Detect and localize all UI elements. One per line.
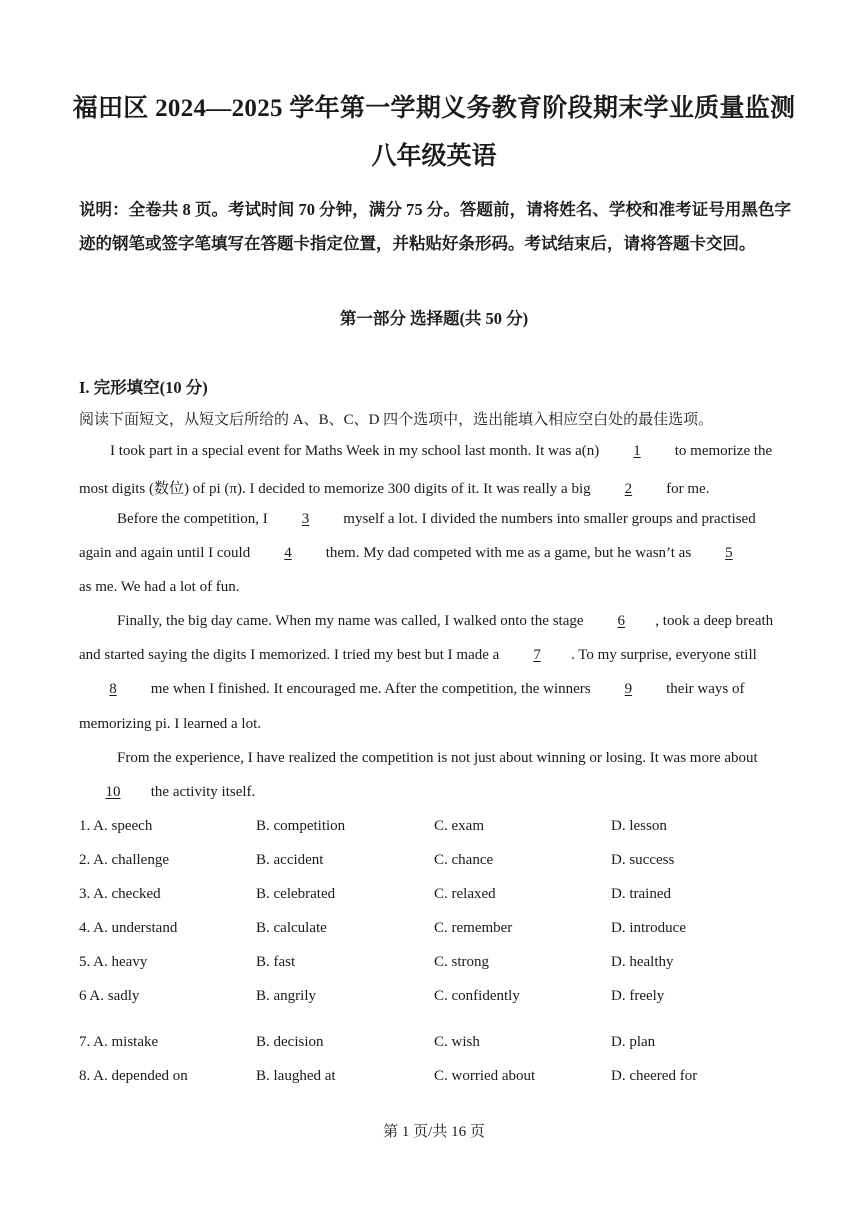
blank-3: 3 (301, 511, 310, 527)
option-b: B. calculate (256, 920, 327, 936)
blank-5: 5 (725, 545, 733, 561)
option-c: C. wish (434, 1034, 480, 1050)
passage-line (117, 511, 756, 528)
option-b: B. celebrated (256, 886, 336, 902)
option-d: D. plan (611, 1034, 656, 1050)
passage-text: to memorize the (670, 443, 773, 459)
option-row (79, 818, 799, 840)
option-d: D. success (611, 852, 675, 868)
section-title: I. 完形填空(10 分) (79, 378, 208, 397)
blank-8: 8 (109, 681, 117, 697)
option-a: 3. A. checked (79, 886, 161, 902)
option-a: 8. A. depended on (79, 1068, 188, 1084)
blank-6: 6 (617, 613, 626, 629)
passage-text: most digits (数位) of pi (π). I decided to memorize 300 digits of it. It was really a big (79, 481, 595, 497)
option-a: 7. A. mistake (79, 1034, 159, 1050)
option-a: 1. A. speech (79, 818, 153, 834)
part-title: 第一部分 选择题(共 50 分) (339, 309, 529, 328)
option-d: D. introduce (611, 920, 686, 936)
passage-text: them. My dad competed with me as a game, but he wasn’t as (321, 545, 695, 561)
option-a: 6 A. sadly (79, 988, 140, 1004)
exam-title: 福田区 2024—2025 学年第一学期义务教育阶段期末学业质量监测 (72, 95, 796, 122)
passage-line (117, 613, 773, 630)
option-d: D. trained (611, 886, 671, 902)
option-c: C. strong (434, 954, 490, 970)
option-row (79, 954, 799, 976)
option-b: B. fast (256, 954, 296, 970)
passage-line: as me. We had a lot of fun. (79, 579, 240, 595)
option-c: C. chance (434, 852, 494, 868)
option-row (79, 852, 799, 874)
passage-line (110, 443, 772, 460)
passage-text: myself a lot. I divided the numbers into smaller groups and practised (339, 511, 756, 527)
section-instruction: 阅读下面短文，从短文后所给的 A、B、C、D 四个选项中，选出能填入相应空白处的最佳选项。 (79, 412, 714, 428)
option-d: D. freely (611, 988, 665, 1004)
option-c: C. exam (434, 818, 484, 834)
passage-line: memorizing pi. I learned a lot. (79, 716, 262, 732)
option-b: B. decision (256, 1034, 324, 1050)
option-row (79, 886, 799, 908)
passage-text: and started saying the digits I memorized. I tried my best but I made a (79, 647, 504, 663)
passage-text: Finally, the big day came. When my name was called, I walked onto the stage (117, 613, 588, 629)
blank-2: 2 (624, 481, 633, 497)
exam-subtitle: 八年级英语 (371, 143, 497, 170)
option-b: B. accident (256, 852, 324, 868)
option-c: C. relaxed (434, 886, 496, 902)
blank-1: 1 (633, 443, 641, 459)
option-b: B. competition (256, 818, 346, 834)
page-footer: 第 1 页/共 16 页 (383, 1124, 485, 1140)
passage-text: again and again until I could (79, 545, 254, 561)
passage-text: , took a deep breath (655, 613, 774, 629)
blank-4: 4 (284, 545, 292, 561)
passage-text: . To my surprise, everyone still (571, 647, 757, 663)
option-row (79, 1068, 799, 1090)
option-d: D. healthy (611, 954, 674, 970)
option-a: 2. A. challenge (79, 852, 169, 868)
option-b: B. laughed at (256, 1068, 336, 1084)
blank-7: 7 (533, 647, 541, 663)
option-row (79, 920, 799, 942)
blank-9: 9 (624, 681, 633, 697)
option-c: C. worried about (434, 1068, 536, 1084)
passage-line (79, 647, 757, 664)
passage-line (79, 681, 744, 698)
passage-text: their ways of (662, 681, 745, 697)
exam-instructions: 说明：全卷共 8 页。考试时间 70 分钟，满分 75 分。答题前，请将姓名、学校和准考证号用黑色字迹的钢笔或签字笔填写在答题卡指定位置，并粘贴好条形码。考试结束后，请将答题卡交回。 (79, 200, 791, 253)
passage-text: Before the competition, I (117, 511, 272, 527)
option-d: D. cheered for (611, 1068, 698, 1084)
passage-text: for me. (662, 481, 710, 497)
option-c: C. remember (434, 920, 513, 936)
blank-10: 10 (105, 784, 121, 800)
option-c: C. confidently (434, 988, 520, 1004)
passage-text: me when I finished. It encouraged me. After the competition, the winners (147, 681, 595, 697)
passage-line: From the experience, I have realized the competition is not just about winning or losing. It was more about (117, 750, 758, 766)
option-row (79, 988, 799, 1010)
option-a: 4. A. understand (79, 920, 178, 936)
passage-line (79, 477, 709, 498)
option-a: 5. A. heavy (79, 954, 148, 970)
passage-line (79, 545, 763, 562)
passage-text: the activity itself. (147, 784, 256, 800)
passage-text: I took part in a special event for Maths Week in my school last month. It was a(n) (110, 443, 603, 459)
option-d: D. lesson (611, 818, 667, 834)
option-b: B. angrily (256, 988, 316, 1004)
option-row (79, 1034, 799, 1056)
passage-line (79, 784, 255, 801)
